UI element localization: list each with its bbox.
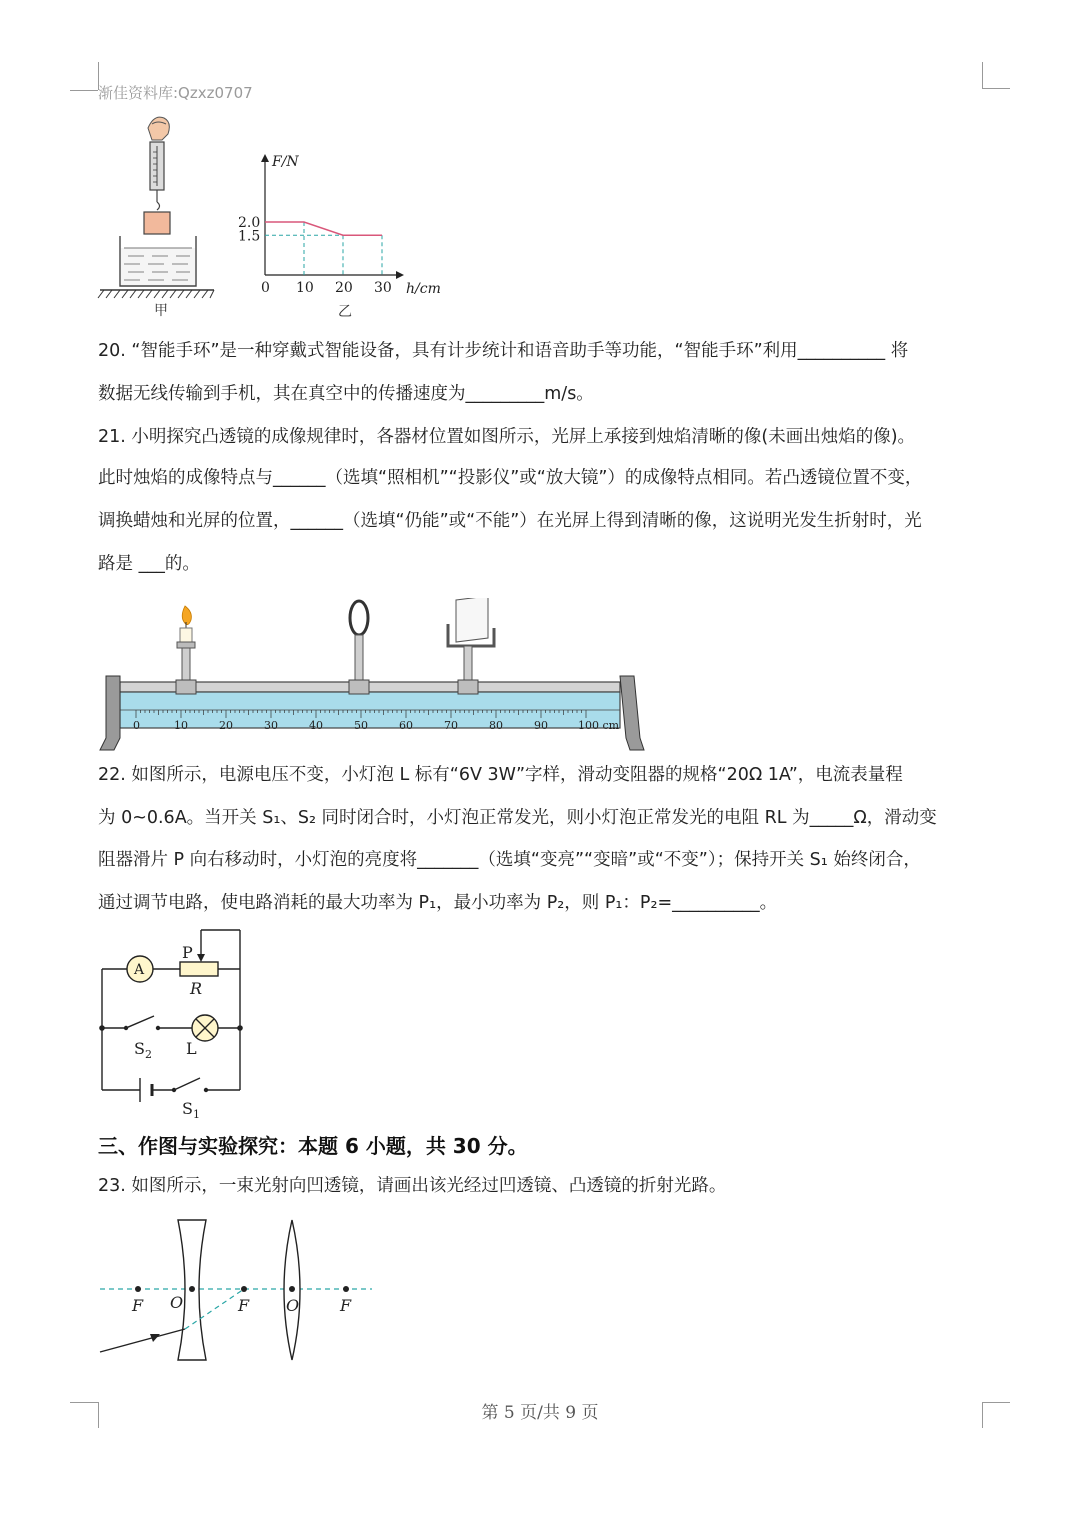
question-21-line-2: 此时烛焰的成像特点与______（选填“照相机”“投影仪”或“放大镜”）的成像特点相同。若凸透镜位置不变， bbox=[98, 468, 923, 488]
ammeter-label: A bbox=[134, 962, 145, 978]
slider-label: P bbox=[182, 943, 193, 962]
x-tick-label: 30 bbox=[374, 280, 392, 296]
watermark: 渐佳资料库:Qzxz0707 bbox=[98, 84, 253, 102]
x-tick-label: 10 bbox=[296, 280, 314, 296]
optical-center-label: O bbox=[286, 1296, 300, 1315]
page-number: 第 5 页/共 9 页 bbox=[481, 1403, 599, 1423]
crop-mark-top-right-h bbox=[982, 88, 1010, 89]
y-tick-label: 1.5 bbox=[238, 228, 261, 245]
question-21-line-3: 调换蜡烛和光屏的位置，______（选填“仍能”或“不能”）在光屏上得到清晰的像，这说明光发生折射时，光 bbox=[98, 511, 922, 531]
figure-lens-ray bbox=[96, 1214, 376, 1366]
figure-label-yi: 乙 bbox=[338, 304, 352, 320]
section-3-heading: 三、作图与实验探究：本题 6 小题，共 30 分。 bbox=[98, 1134, 528, 1158]
scale-label: 20 bbox=[219, 719, 233, 732]
scale-label: 40 bbox=[309, 719, 323, 732]
scale-label: 90 bbox=[534, 719, 548, 732]
question-22-line-2: 为 0~0.6A。当开关 S₁、S₂ 同时闭合时，小灯泡正常发光，则小灯泡正常发光的电阻 RL 为_____Ω，滑动变 bbox=[98, 808, 937, 828]
focal-point-label: F bbox=[238, 1296, 250, 1315]
scale-label: 80 bbox=[489, 719, 503, 732]
y-axis-label: F/N bbox=[272, 154, 299, 170]
y-tick-label: 2.0 bbox=[238, 215, 261, 231]
question-22-line-3: 阻器滑片 P 向右移动时，小灯泡的亮度将_______（选填“变亮”“变暗”或“不变”）；保持开关 S₁ 始终闭合， bbox=[98, 850, 921, 870]
focal-point-label: F bbox=[132, 1296, 144, 1315]
lamp-label: L bbox=[186, 1039, 197, 1058]
question-20-line-2: 数据无线传输到手机，其在真空中的传播速度为_________m/s。 bbox=[98, 384, 594, 404]
crop-mark-top-left bbox=[70, 90, 98, 91]
optical-center-label: O bbox=[170, 1293, 184, 1312]
figure-circuit bbox=[96, 924, 256, 1120]
scale-label: 70 bbox=[444, 719, 458, 732]
scale-label: 0 bbox=[133, 719, 140, 732]
question-21-line-1: 21. 小明探究凸透镜的成像规律时，各器材位置如图所示，光屏上承接到烛焰清晰的像(未画出烛焰的像)。 bbox=[98, 427, 916, 447]
x-axis-label: h/cm bbox=[406, 281, 441, 297]
question-22-line-1: 22. 如图所示，电源电压不变，小灯泡 L 标有“6V 3W”字样，滑动变阻器的规格“20Ω 1A”，电流表量程 bbox=[98, 765, 903, 785]
question-21-line-4: 路是 ___的。 bbox=[98, 554, 200, 574]
rheostat-label: R bbox=[190, 979, 203, 998]
scale-label: 30 bbox=[264, 719, 278, 732]
question-23-line-1: 23. 如图所示，一束光射向凹透镜，请画出该光经过凹透镜、凸透镜的折射光路。 bbox=[98, 1176, 727, 1196]
figure-optical-bench bbox=[96, 598, 656, 756]
question-22-line-4: 通过调节电路，使电路消耗的最大功率为 P₁，最小功率为 P₂，则 P₁：P₂=__________。 bbox=[98, 893, 778, 913]
x-tick-label: 0 bbox=[261, 280, 270, 296]
crop-mark-top-right bbox=[982, 62, 983, 88]
chart-series-line bbox=[265, 222, 382, 235]
focal-point-label: F bbox=[340, 1296, 352, 1315]
scale-label: 60 bbox=[399, 719, 413, 732]
figure-spring-scale bbox=[96, 110, 226, 320]
x-tick-label: 20 bbox=[335, 280, 353, 296]
scale-label: 50 bbox=[354, 719, 368, 732]
figure-label-jia: 甲 bbox=[154, 303, 168, 319]
switch-2-label: $S_2$ bbox=[134, 1039, 152, 1061]
scale-label: 100 cm bbox=[578, 719, 620, 732]
question-20-line-1: 20. “智能手环”是一种穿戴式智能设备，具有计步统计和语音助手等功能，“智能手环”利用__________ 将 bbox=[98, 341, 909, 361]
scale-label: 10 bbox=[174, 719, 188, 732]
chart-force-depth bbox=[230, 150, 450, 322]
switch-1-label: $S_1$ bbox=[182, 1099, 200, 1120]
